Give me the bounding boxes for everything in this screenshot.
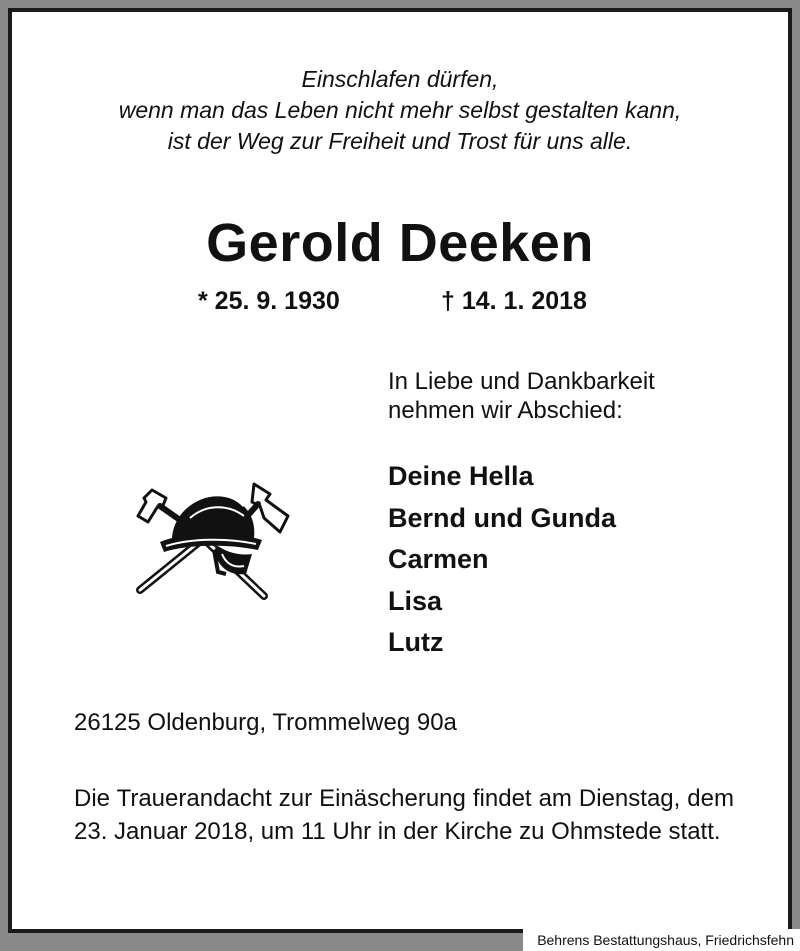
motto-verse bbox=[12, 64, 788, 157]
deceased-name: Gerold Deeken bbox=[206, 213, 594, 273]
mourner-name: Deine Hella bbox=[388, 461, 534, 491]
funeral-home-credit: Behrens Bestattungshaus, Friedrichsfehn bbox=[523, 929, 800, 951]
intro-line: nehmen wir Abschied: bbox=[388, 397, 623, 424]
mourner-name: Lisa bbox=[388, 585, 443, 616]
mourner-list bbox=[388, 456, 616, 664]
motto-line: wenn man das Leben nicht mehr selbst gestalten kann, bbox=[118, 97, 682, 123]
intro-line: In Liebe und Dankbarkeit bbox=[388, 368, 655, 395]
birth-date: * 25. 9. 1930 bbox=[198, 287, 340, 315]
obituary-card bbox=[8, 8, 792, 933]
motto-line: ist der Weg zur Freiheit und Trost für uns alle. bbox=[167, 128, 633, 154]
service-notice: Die Trauerandacht zur Einäscherung findet am Dienstag, dem 23. Januar 2018, um 11 Uhr in der Kirche zu Ohmstede statt. bbox=[74, 785, 734, 845]
death-date: † 14. 1. 2018 bbox=[441, 287, 587, 315]
mourner-name: Lutz bbox=[388, 627, 444, 657]
family-address: 26125 Oldenburg, Trommelweg 90a bbox=[74, 709, 457, 736]
mourner-name: Bernd und Gunda bbox=[388, 502, 616, 533]
farewell-intro bbox=[388, 367, 655, 425]
mourner-name: Carmen bbox=[388, 544, 489, 574]
firefighter-helmet-crossed-axes-icon bbox=[122, 472, 302, 602]
motto-line: Einschlafen dürfen, bbox=[301, 66, 499, 92]
